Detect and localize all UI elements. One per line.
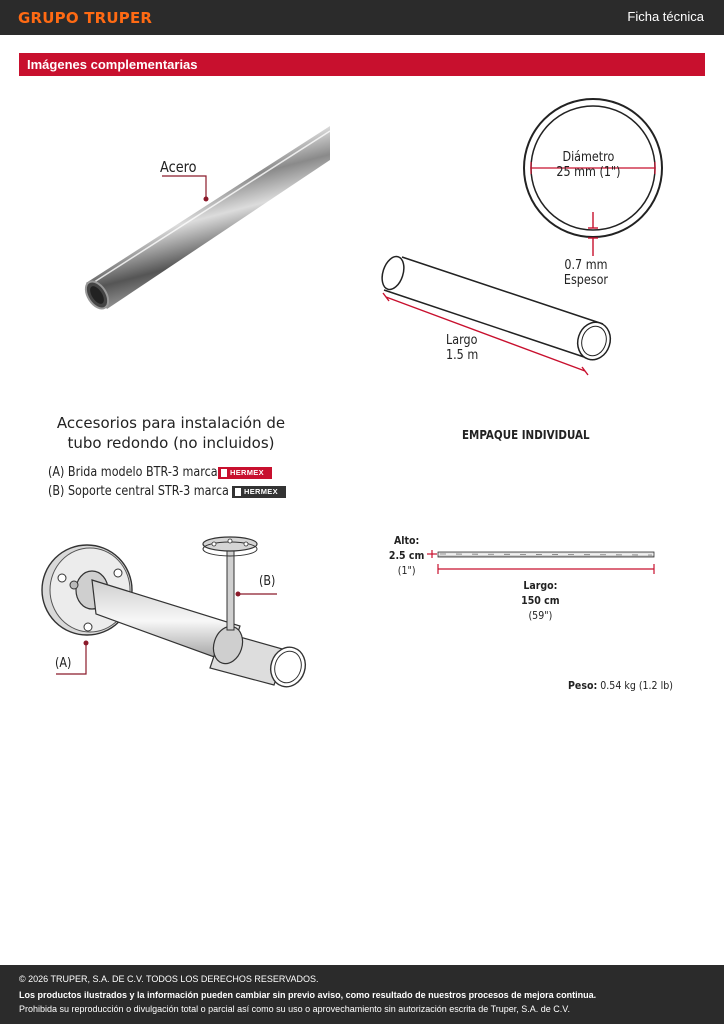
package-length-label: Largo: xyxy=(523,579,558,592)
brand-logo: GRUPO TRUPER xyxy=(18,9,153,27)
installation-drawing xyxy=(42,537,310,691)
length-label: Largo xyxy=(446,333,478,348)
section-title: Imágenes complementarias xyxy=(27,57,198,72)
footer-notice: Los productos ilustrados y la información pueden cambiar sin previo aviso, como resultado de nuestros procesos de mejora continua. xyxy=(19,990,597,1000)
acero-leader-dot xyxy=(204,197,209,202)
thickness-value: 0.7 mm xyxy=(564,258,608,273)
accessory-b: (B) Soporte central STR-3 marca xyxy=(48,484,229,499)
package-height-value: 2.5 cm xyxy=(388,549,425,562)
length-callout xyxy=(446,333,489,363)
package-drawing xyxy=(427,550,654,574)
package-height-label: Alto: xyxy=(393,534,420,547)
hermex-badge-b: HERMEX xyxy=(232,486,286,498)
package-title: EMPAQUE INDIVIDUAL xyxy=(462,428,590,442)
footer-copyright: © 2026 TRUPER, S.A. DE C.V. TODOS LOS DERECHOS RESERVADOS. xyxy=(19,974,319,984)
accessory-a: (A) Brida modelo BTR-3 marca xyxy=(48,465,218,480)
hermex-badge-a: HERMEX xyxy=(218,467,272,479)
callout-a: (A) xyxy=(55,656,72,671)
acero-leader-line xyxy=(162,176,206,198)
material-label: Acero xyxy=(160,158,197,176)
package-height-callout xyxy=(386,533,427,578)
package-weight xyxy=(568,679,673,692)
package-length-value: 150 cm xyxy=(521,594,560,607)
diameter-label: Diámetro xyxy=(562,150,615,165)
document-type: Ficha técnica xyxy=(627,9,704,24)
package-length-imperial: (59") xyxy=(528,609,553,622)
diameter-value: 25 mm (1") xyxy=(556,165,621,180)
chrome-pipe-image xyxy=(81,126,330,312)
footer xyxy=(0,965,724,1024)
accessories-title: Accesorios para instalación de tubo redondo (no incluidos) xyxy=(56,414,286,452)
diameter-callout xyxy=(548,150,629,180)
thickness-label: Espesor xyxy=(563,273,609,288)
package-length-callout xyxy=(512,578,569,623)
thickness-callout xyxy=(555,258,617,288)
length-value: 1.5 m xyxy=(446,348,479,363)
package-height-imperial: (1") xyxy=(397,564,416,577)
weight-value: 0.54 kg (1.2 lb) xyxy=(600,679,673,692)
callout-b: (B) xyxy=(259,574,276,589)
weight-label: Peso: xyxy=(568,679,598,692)
footer-prohibition: Prohibida su reproducción o divulgación total o parcial así como su uso o aprovechamiento sin autorización escrita de Truper, S.A. de C.V. xyxy=(19,1004,570,1014)
